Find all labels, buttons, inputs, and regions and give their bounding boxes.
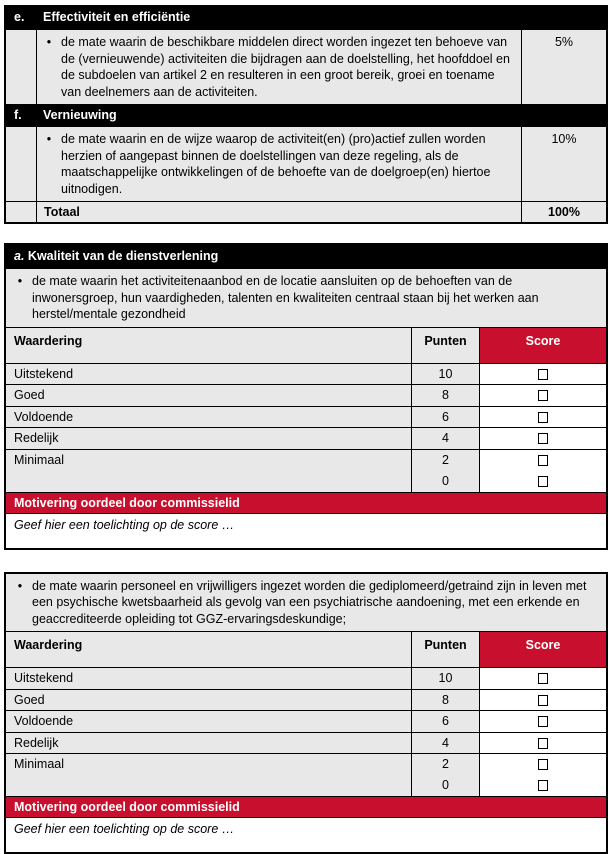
rating-row-goed: [6, 689, 606, 711]
bullet-icon: •: [8, 578, 32, 628]
score-checkbox[interactable]: [538, 369, 548, 380]
criterion-f-stub-cell: [6, 127, 36, 201]
score-checkbox[interactable]: [538, 390, 548, 401]
rating-points: 2: [412, 450, 479, 471]
rating-label: Uitstekend: [6, 364, 411, 385]
rating-points-cell: [411, 450, 479, 492]
weights-table: [4, 5, 608, 224]
score-cell: [479, 450, 606, 492]
toelichting-cell[interactable]: [6, 513, 606, 548]
rating-points: 10: [411, 668, 479, 689]
toelichting-placeholder: Geef hier een toelichting op de score …: [14, 821, 234, 849]
score-table-a-criterion-row: [6, 268, 606, 327]
total-label: Totaal: [36, 202, 521, 222]
criterion-e-row: [6, 29, 606, 104]
score-cell: [479, 407, 606, 428]
rating-row-voldoende: [6, 406, 606, 428]
score-checkbox[interactable]: [538, 433, 548, 444]
score-cell: [479, 364, 606, 385]
score-subcell: [480, 471, 606, 492]
score-cell: [479, 385, 606, 406]
rating-row-minimaal: [6, 753, 606, 796]
rating-label: Voldoende: [6, 407, 411, 428]
rating-header-row: [6, 631, 606, 667]
rating-points: 10: [411, 364, 479, 385]
rating-points: 8: [411, 690, 479, 711]
rating-points: 4: [411, 428, 479, 449]
criterion-e-description: de mate waarin de beschikbare middelen direct worden ingezet ten behoeve van de (vernieuwende) activiteiten die bijdragen aan de doelstelling, het hoofddoel en de subdoelen van artikel 2 en resulteren in een groot bereik, groei en toename van deelnemers aan de activiteiten.: [61, 34, 515, 100]
criterion-e-key: e.: [6, 7, 36, 29]
score-checkbox[interactable]: [538, 759, 548, 770]
rating-points-cell: [411, 754, 479, 796]
toelichting-placeholder: Geef hier een toelichting op de score …: [14, 517, 234, 545]
criterion-f-row: [6, 126, 606, 201]
criterion-e-stub-cell: [6, 30, 36, 104]
total-value: 100%: [521, 202, 606, 222]
score-table-b-criterion: de mate waarin personeel en vrijwilligers ingezet worden die gediplomeerd/getraind zijn in leven met een psychische kwetsbaarheid als gevolg van een psychiatrische aandoening, met een erkende en geaccrediteerde opleiding tot GGZ-ervaringsdeskundige;: [32, 578, 598, 628]
score-subcell: [480, 754, 606, 775]
criterion-f-description: de mate waarin en de wijze waarop de activiteit(en) (pro)actief zullen worden herzien of aangepast binnen de doelstellingen van deze regeling, als de maatschappelijke ontwikkelingen of de behoefte van de doelgroep(en) hiertoe uitnodigen.: [61, 131, 515, 197]
bullet-icon: •: [8, 273, 32, 323]
score-checkbox[interactable]: [538, 695, 548, 706]
score-table-a-header: [6, 245, 606, 268]
score-checkbox[interactable]: [538, 780, 548, 791]
rating-points: 8: [411, 385, 479, 406]
score-cell: [479, 690, 606, 711]
score-cell: [479, 428, 606, 449]
toelichting-cell[interactable]: [6, 817, 606, 852]
score-table-a-title: Kwaliteit van de dienstverlening: [28, 249, 218, 263]
score-table-a-key: a.: [14, 249, 24, 263]
score-subcell: [480, 775, 606, 796]
criterion-e-title: Effectiviteit en efficiëntie: [36, 7, 606, 29]
score-table-b-criterion-row: [6, 574, 606, 632]
rating-label: Minimaal: [6, 450, 411, 471]
rating-label: Uitstekend: [6, 668, 411, 689]
rating-points: 6: [411, 711, 479, 732]
score-checkbox[interactable]: [538, 673, 548, 684]
score-cell: [479, 733, 606, 754]
score-checkbox[interactable]: [538, 476, 548, 487]
rating-label: Goed: [6, 690, 411, 711]
criterion-f-description-cell: [36, 127, 521, 201]
rating-label: Goed: [6, 385, 411, 406]
score-table-a-title-cell: [6, 245, 606, 268]
rating-points: 2: [412, 754, 479, 775]
rating-row-redelijk: [6, 732, 606, 754]
waardering-column-header: Waardering: [6, 632, 411, 667]
score-table-b: [4, 572, 608, 854]
rating-label: Voldoende: [6, 711, 411, 732]
score-checkbox[interactable]: [538, 412, 548, 423]
score-table-a-criterion: de mate waarin het activiteitenaanbod en de locatie aansluiten op de behoeften van de inwonersgroep, hun vaardigheden, talenten en kwaliteiten centraal staan bij het werken aan herstel/mentale gezondheid: [32, 273, 598, 323]
motivering-header: Motivering oordeel door commissielid: [6, 796, 606, 817]
score-table-a: [4, 243, 608, 550]
punten-column-header: Punten: [411, 328, 479, 363]
criterion-f-key: f.: [6, 105, 36, 126]
score-column-header: Score: [479, 632, 606, 667]
document-page: [0, 5, 612, 832]
rating-header-row: [6, 327, 606, 363]
rating-points: 6: [411, 407, 479, 428]
rating-row-voldoende: [6, 710, 606, 732]
rating-row-goed: [6, 384, 606, 406]
score-checkbox[interactable]: [538, 455, 548, 466]
score-checkbox[interactable]: [538, 716, 548, 727]
motivering-header: Motivering oordeel door commissielid: [6, 492, 606, 513]
criterion-e-weight: 5%: [521, 30, 606, 104]
waardering-column-header: Waardering: [6, 328, 411, 363]
score-checkbox[interactable]: [538, 738, 548, 749]
total-row: [6, 201, 606, 222]
bullet-icon: •: [37, 131, 61, 197]
rating-points: 0: [412, 775, 479, 796]
punten-column-header: Punten: [411, 632, 479, 667]
bullet-icon: •: [37, 34, 61, 100]
criterion-f-title: Vernieuwing: [36, 105, 606, 126]
rating-row-minimaal: [6, 449, 606, 492]
score-cell: [479, 754, 606, 796]
rating-row-redelijk: [6, 427, 606, 449]
rating-row-uitstekend: [6, 667, 606, 689]
score-subcell: [480, 450, 606, 471]
criterion-f-weight: 10%: [521, 127, 606, 201]
score-cell: [479, 668, 606, 689]
criterion-e-description-cell: [36, 30, 521, 104]
total-stub-cell: [6, 202, 36, 222]
criterion-f-header: [6, 104, 606, 126]
criterion-e-header: [6, 7, 606, 29]
rating-points: 0: [412, 471, 479, 492]
score-cell: [479, 711, 606, 732]
rating-label: Redelijk: [6, 428, 411, 449]
rating-label: Redelijk: [6, 733, 411, 754]
rating-row-uitstekend: [6, 363, 606, 385]
rating-points: 4: [411, 733, 479, 754]
rating-label: Minimaal: [6, 754, 411, 775]
score-column-header: Score: [479, 328, 606, 363]
